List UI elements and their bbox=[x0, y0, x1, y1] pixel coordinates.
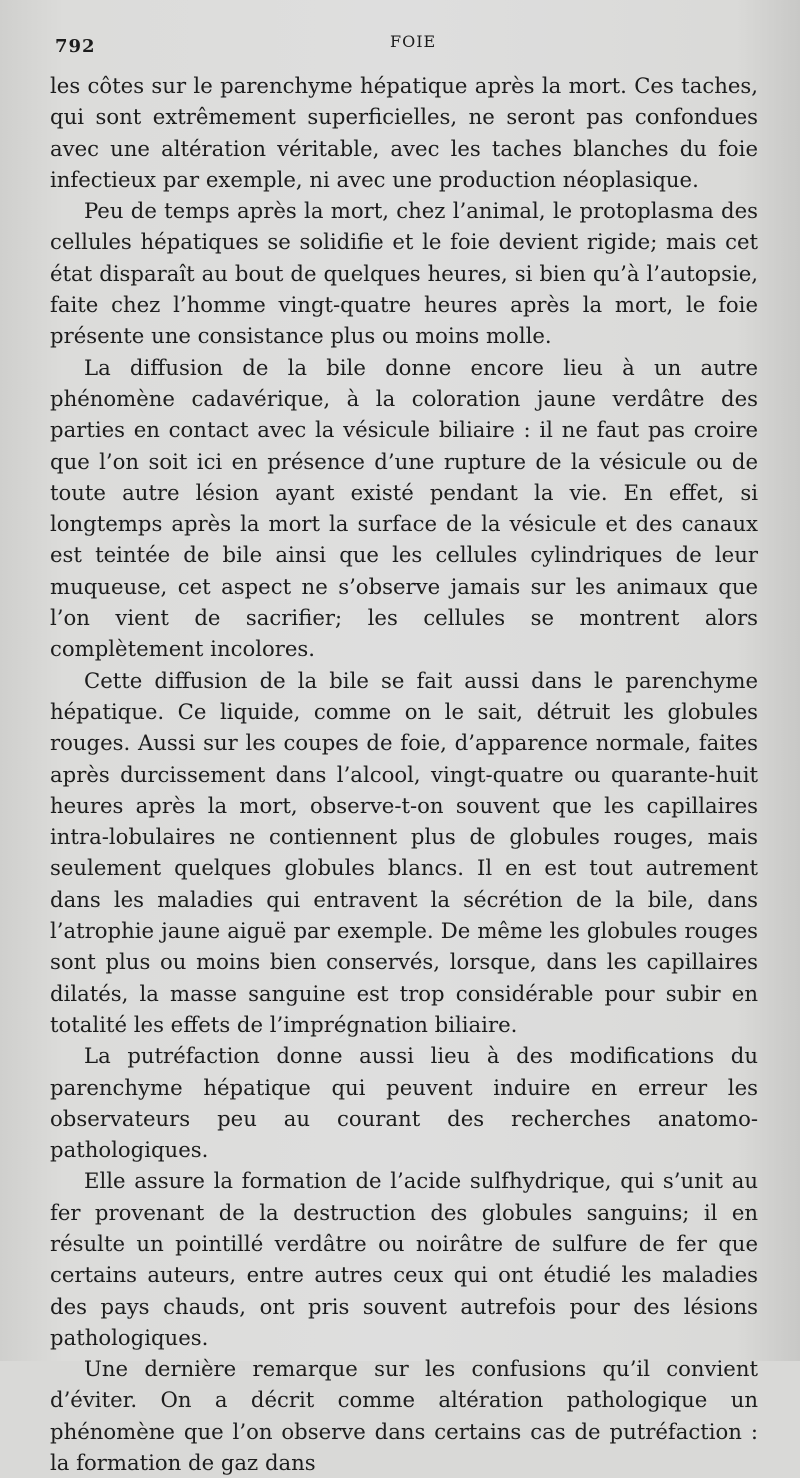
paragraph-parenchyma-diffusion: Cette diffusion de la bile se fait aussi dans le parenchyme hépatique. Ce liquide, comme on le sait, détruit les globules rouges. Aussi sur les coupes de foie, d’apparence normale, faites après durcissement dans l’alcool, vingt-quatre ou quarante-huit heures après la mort, observe-t-on souvent que les capillaires intra-lobulaires ne contiennent plus de globules rouges, mais seulement quelques globules blancs. Il en est tout autrement dans les maladies qui entravent la sécrétion de la bile, dans l’atrophie jaune aiguë par exemple. De même les globules rouges sont plus ou moins bien conservés, lorsque, dans les capillaires dilatés, la masse sanguine est trop considérable pour subir en totalité les effets de l’imprégnation biliaire. bbox=[50, 667, 758, 1037]
paragraph-sulfhydric-acid: Elle assure la formation de l’acide sulfhydrique, qui s’unit au fer provenant de la destruction des globules sanguins; il en résulte un pointillé verdâtre ou noirâtre de sulfure de fer que certains auteurs, entre autres ceux qui ont étudié les maladies des pays chauds, ont pris souvent autrefois pour des lésions pathologiques. bbox=[50, 1168, 758, 1350]
paragraph-last-remark: Une dernière remarque sur les confusions qu’il convient d’éviter. On a décrit comme altération pathologique un phénomène que l’on observe dans certains cas de putréfaction : la formation de gaz dans bbox=[50, 1356, 758, 1476]
page-header bbox=[55, 30, 760, 60]
paragraph-putrefaction: La putréfaction donne aussi lieu à des modifications du parenchyme hépatique qui peuvent induire en erreur les observateurs peu au courant des recherches anatomo-pathologiques. bbox=[50, 1043, 758, 1163]
body-text bbox=[50, 70, 758, 1478]
paragraph-rigidity: Peu de temps après la mort, chez l’animal, le protoplasma des cellules hépatiques se solidifie et le foie devient rigide; mais cet état disparaît au bout de quelques heures, si bien qu’à l’autopsie, faite chez l’homme vingt-quatre heures après la mort, le foie présente une consistance plus ou moins molle. bbox=[50, 198, 758, 349]
paragraph-bile-diffusion: La diffusion de la bile donne encore lieu à un autre phénomène cadavérique, à la coloration jaune verdâtre des parties en contact avec la vésicule biliaire : il ne faut pas croire que l’on soit ici en présence d’une rupture de la vésicule ou de toute autre lésion ayant existé pendant la vie. En effet, si longtemps après la mort la surface de la vésicule et des canaux est teintée de bile ainsi que les cellules cylindriques de leur muqueuse, cet aspect ne s’observe jamais sur les animaux que l’on vient de sacrifier; les cellules se montrent alors complètement incolores. bbox=[50, 354, 758, 662]
page-number: 792 bbox=[55, 36, 96, 57]
paragraph-continued: les côtes sur le parenchyme hépatique après la mort. Ces taches, qui sont extrêmement superficielles, ne seront pas confondues avec une altération véritable, avec les taches blanches du foie infectieux par exemple, ni avec une production néoplasique. bbox=[50, 73, 758, 192]
running-title: FOIE bbox=[390, 32, 437, 51]
